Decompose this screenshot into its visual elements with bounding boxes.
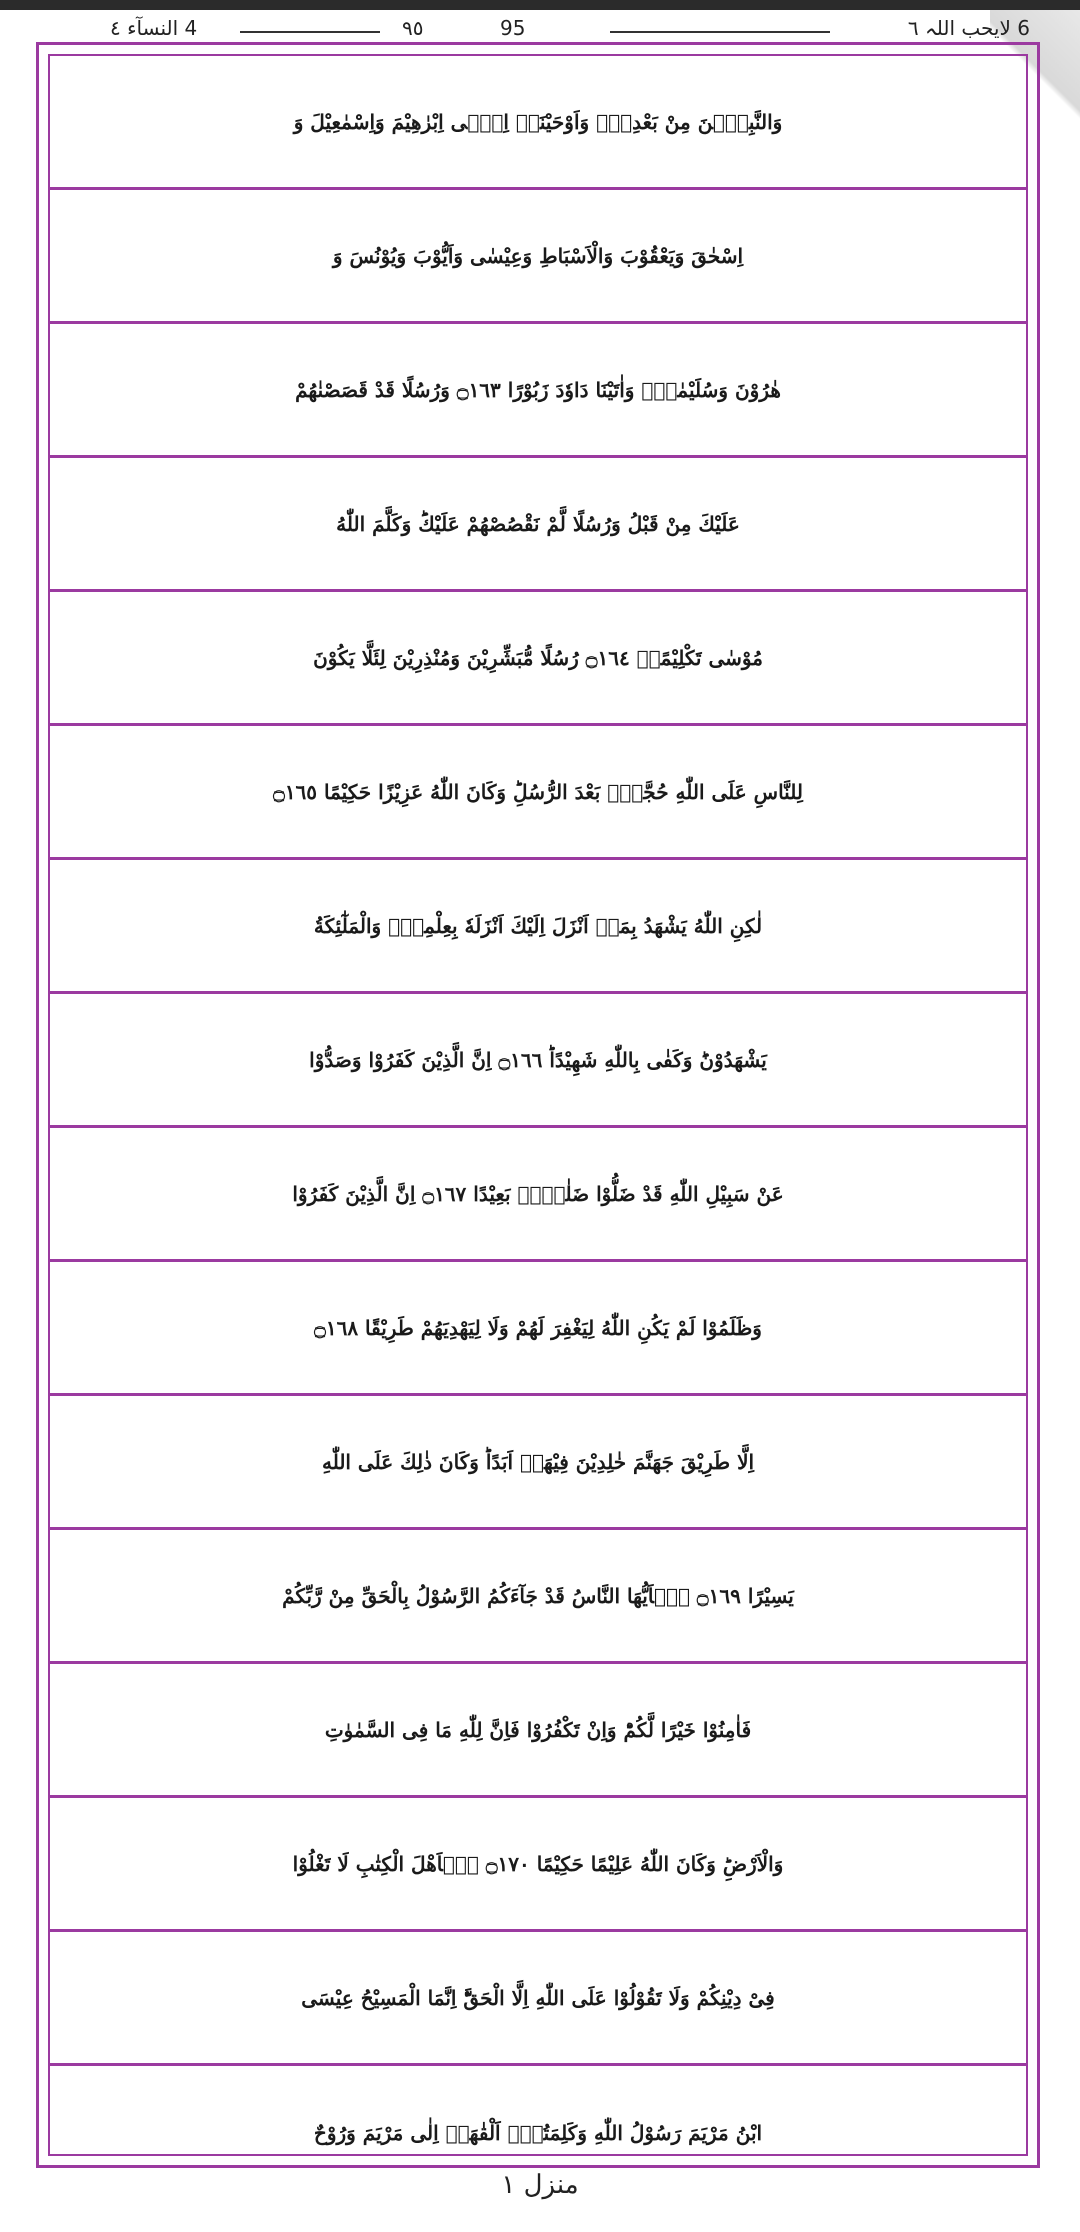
text-line: يَشْهَدُوْنَؕ وَكَفٰى بِاللّٰهِ شَهِيْدًاؕ ۝١٦٦ اِنَّ الَّذِيْنَ كَفَرُوْا وَصَدُّوْا [50,994,1026,1128]
text-line: لٰكِنِ اللّٰهُ يَشْهَدُ بِمَاۤ اَنْزَلَ اِلَيْكَ اَنْزَلَهٗ بِعِلْمِهٖۚ وَالْمَلٰٓئِكَةُ [50,860,1026,994]
header-rule-left [240,31,380,33]
manzil-footer: منزل ۱ [501,2170,579,2200]
text-line: اِسْحٰقَ وَيَعْقُوْبَ وَالْاَسْبَاطِ وَعِيْسٰى وَاَيُّوْبَ وَيُوْنُسَ وَ [50,190,1026,324]
page-number-arabic: ٩٥ [402,16,424,40]
text-line: ابْنُ مَرْيَمَ رَسُوْلُ اللّٰهِ وَكَلِمَتُهٗۚ اَلْقٰهَاۤ اِلٰى مَرْيَمَ وَرُوْحٌ [313,2121,763,2145]
text-line: يَسِيْرًا ۝١٦٩ يٰۤاَيُّهَا النَّاسُ قَدْ جَآءَكُمُ الرَّسُوْلُ بِالْحَقِّ مِنْ رَّبِّكُمْ [50,1530,1026,1664]
text-line: مُوْسٰى تَكْلِيْمًاۚ ۝١٦٤ رُسُلًا مُّبَشِّرِيْنَ وَمُنْذِرِيْنَ لِئَلَّا يَكُوْنَ [50,592,1026,726]
header-rule-right [610,31,830,33]
text-line: وَالنَّبِيّٖنَ مِنْ بَعْدِهٖۚ وَاَوْحَيْنَاۤ اِلٰۤى اِبْرٰهِيْمَ وَاِسْمٰعِيْلَ وَ [50,56,1026,190]
text-line: اِلَّا طَرِيْقَ جَهَنَّمَ خٰلِدِيْنَ فِيْهَاۤ اَبَدًاؕ وَكَانَ ذٰلِكَ عَلَى اللّٰهِ [50,1396,1026,1530]
text-line: فِىْ دِيْنِكُمْ وَلَا تَقُوْلُوْا عَلَى اللّٰهِ اِلَّا الْحَقَّؕ اِنَّمَا الْمَسِيْحُ عِيْسَى [50,1932,1026,2066]
surah-label: 4 النسآء ٤ [110,16,198,40]
text-line: وَالْاَرْضِؕ وَكَانَ اللّٰهُ عَلِيْمًا حَكِيْمًا ۝١٧٠ يٰۤاَهْلَ الْكِتٰبِ لَا تَغْلُوْا [50,1798,1026,1932]
quran-text [50,56,1026,2200]
page-number-label: 95 [500,16,526,40]
text-line: فَاٰمِنُوْا خَيْرًا لَّكُمْؕ وَاِنْ تَكْفُرُوْا فَاِنَّ لِلّٰهِ مَا فِى السَّمٰوٰتِ [50,1664,1026,1798]
text-line: هٰرُوْنَ وَسُلَيْمٰنَۚ وَاٰتَيْنَا دَاوٗدَ زَبُوْرًا ۝١٦٣ وَرُسُلًا قَدْ قَصَصْنٰهُمْ [50,324,1026,458]
status-bar [0,0,1080,10]
text-line: لِلنَّاسِ عَلَى اللّٰهِ حُجَّةٌۢ بَعْدَ الرُّسُلِؕ وَكَانَ اللّٰهُ عَزِيْزًا حَكِيْمًا ۝١٦٥ [50,726,1026,860]
text-line: وَظَلَمُوْا لَمْ يَكُنِ اللّٰهُ لِيَغْفِرَ لَهُمْ وَلَا لِيَهْدِيَهُمْ طَرِيْقًا ۝١٦٨ [50,1262,1026,1396]
text-line: عَنْ سَبِيْلِ اللّٰهِ قَدْ ضَلُّوْا ضَلٰلًاۢ بَعِيْدًا ۝١٦٧ اِنَّ الَّذِيْنَ كَفَرُوْا [50,1128,1026,1262]
text-line: عَلَيْكَ مِنْ قَبْلُ وَرُسُلًا لَّمْ نَقْصُصْهُمْ عَلَيْكَؕ وَكَلَّمَ اللّٰهُ [50,458,1026,592]
juz-label: 6 لایحب اللہ ٦ [907,16,1030,40]
